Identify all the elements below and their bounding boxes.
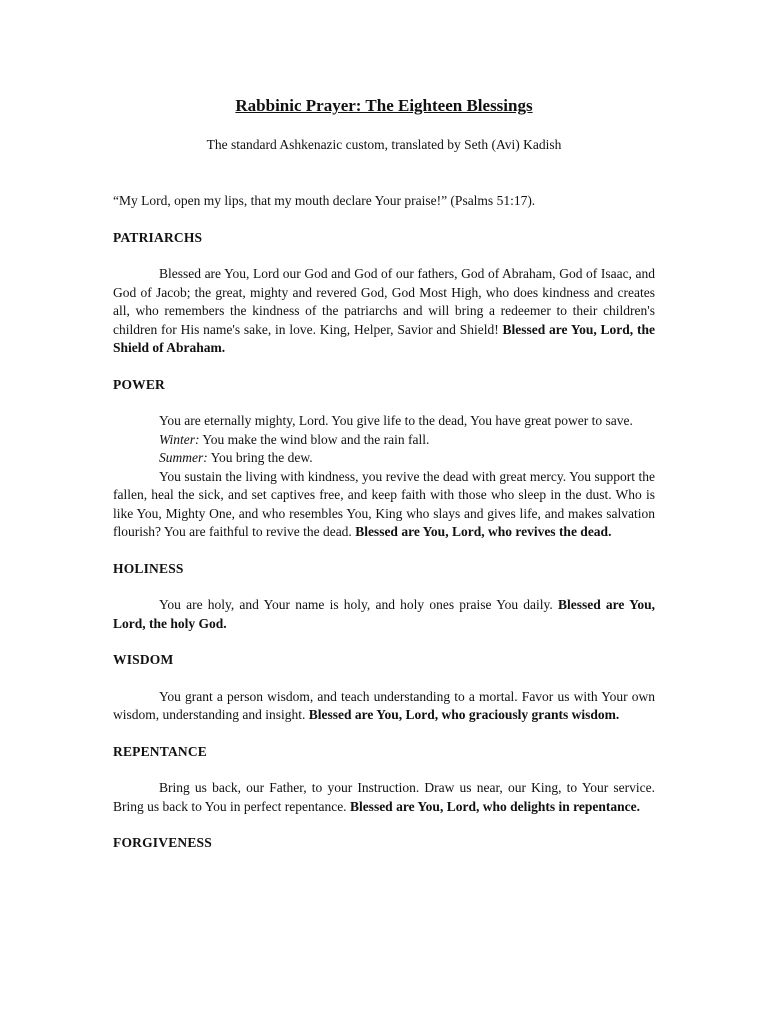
section-text: You grant a person wisdom, and teach understanding to a mortal. Favor us with Your own wisdom, understanding and insight. [113,688,655,722]
section-heading: FORGIVENESS [113,835,212,850]
section-blessing: Blessed are You, Lord, who graciously grants wisdom. [308,707,620,722]
section-paragraph [113,688,655,725]
document-body [113,192,655,871]
section-blessing: Blessed are You, Lord, the holy God. [113,597,655,631]
summer-label: Summer: [159,450,208,465]
section-intro: You are eternally mighty, Lord. You give life to the dead, You have great power to save. [159,413,633,428]
section-heading: PATRIARCHS [113,229,203,245]
section-power [113,376,655,542]
section-blessing: Blessed are You, Lord, who delights in repentance. [349,798,640,814]
summer-text: You bring the dew. [207,450,313,465]
summer-line [159,449,655,468]
epigraph: “My Lord, open my lips, that my mouth declare Your praise!” (Psalms 51:17). [113,193,536,208]
section-forgiveness [113,834,655,853]
section-text: Blessed are You, Lord our God and God of our fathers, God of Abraham, God of Isaac, and God of Jacob; the great, mighty and revered God, God Most High, who does kindness and creates all, who remembers the kindness of the patriarchs and will bring a redeemer to their children's children for His name's sake, in love. King, Helper, Savior and Shield! [113,266,655,337]
section-heading: POWER [113,376,166,392]
section-blessing: Blessed are You, Lord, who revives the dead. [355,524,612,539]
winter-line [159,431,655,450]
section-paragraph [113,779,655,816]
document-title: Rabbinic Prayer: The Eighteen Blessings [235,96,533,115]
section-heading: HOLINESS [113,560,184,576]
section-text: You are holy, and Your name is holy, and holy ones praise You daily. [159,597,558,612]
section-holiness [113,560,655,634]
section-text: You sustain the living with kindness, you revive the dead with great mercy. You support the fallen, heal the sick, and set captives free, and keep faith with those who sleep in the dust. Who is like You, Mighty One, and who resembles You, King who slays and gives life, and makes salvation flourish? You are faithful to revive the dead. [113,468,655,539]
section-patriarchs [113,229,655,358]
section-heading: WISDOM [113,652,174,667]
document-subtitle: The standard Ashkenazic custom, translated by Seth (Avi) Kadish [206,137,562,152]
section-blessing: Blessed are You, Lord, the Shield of Abraham. [113,321,655,355]
winter-text: You make the wind blow and the rain fall. [199,431,430,447]
section-repentance [113,743,655,817]
winter-label: Winter: [159,431,200,447]
section-heading: REPENTANCE [113,743,208,759]
section-text: Bring us back, our Father, to your Instruction. Draw us near, our King, to Your service. Bring us back to You in perfect repentance. [113,780,655,814]
section-paragraph [113,596,655,633]
section-paragraph [113,265,655,358]
section-paragraph [113,468,655,542]
section-wisdom [113,651,655,725]
